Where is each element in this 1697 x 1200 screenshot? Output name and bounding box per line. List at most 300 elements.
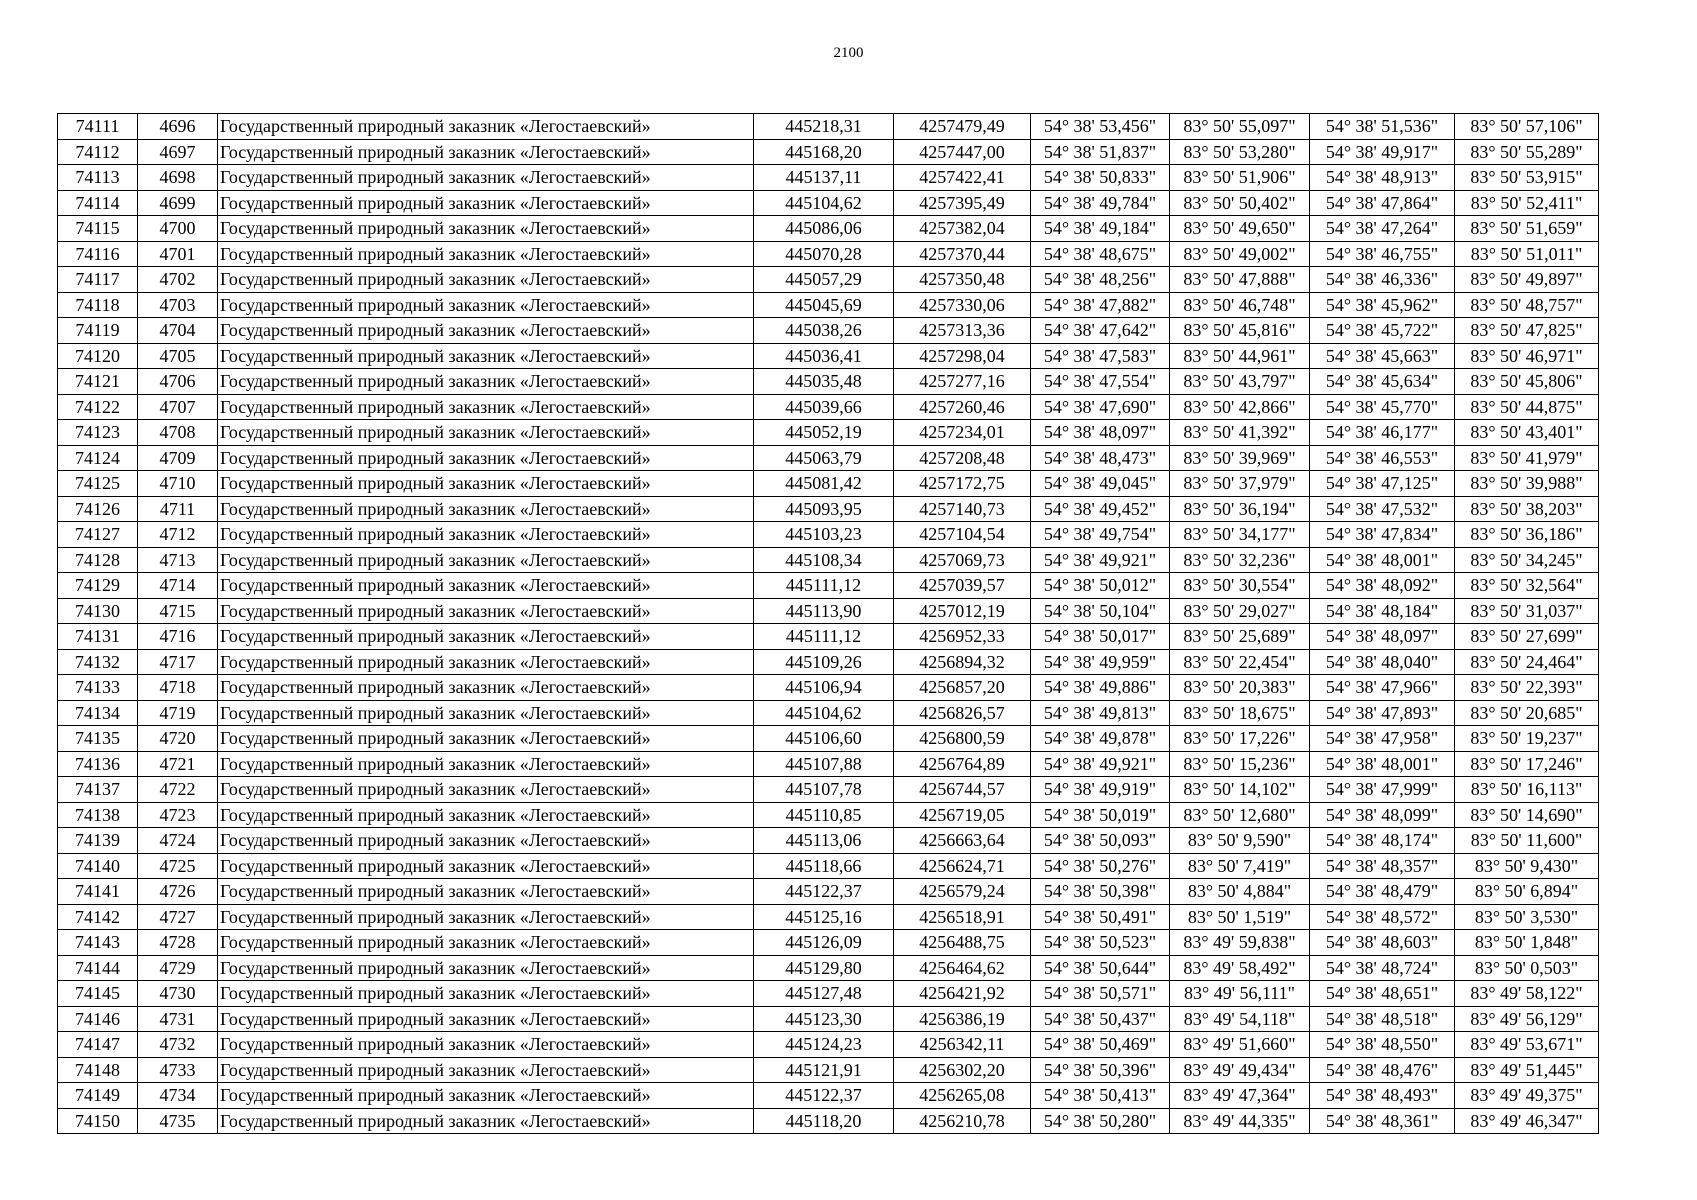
longitude-1-cell: 83° 50' 1,519" (1170, 904, 1310, 930)
x-coordinate-cell: 445036,41 (754, 343, 894, 369)
row-number-cell: 74115 (58, 216, 138, 242)
table-row (58, 649, 1599, 675)
table-row (58, 267, 1599, 293)
longitude-2-cell: 83° 50' 41,979" (1455, 445, 1599, 471)
y-coordinate-cell: 4257350,48 (894, 267, 1031, 293)
longitude-1-cell: 83° 50' 41,392" (1170, 420, 1310, 446)
point-number-cell: 4699 (138, 190, 218, 216)
point-number-cell: 4709 (138, 445, 218, 471)
point-number-cell: 4726 (138, 879, 218, 905)
latitude-1-cell: 54° 38' 51,837" (1031, 139, 1170, 165)
longitude-2-cell: 83° 50' 47,825" (1455, 318, 1599, 344)
row-number-cell: 74112 (58, 139, 138, 165)
longitude-2-cell: 83° 50' 0,503" (1455, 955, 1599, 981)
longitude-2-cell: 83° 50' 9,430" (1455, 853, 1599, 879)
latitude-1-cell: 54° 38' 48,256" (1031, 267, 1170, 293)
row-number-cell: 74145 (58, 981, 138, 1007)
latitude-2-cell: 54° 38' 48,040" (1310, 649, 1455, 675)
row-number-cell: 74150 (58, 1108, 138, 1134)
y-coordinate-cell: 4257298,04 (894, 343, 1031, 369)
object-name-cell: Государственный природный заказник «Легостаевский» (218, 1108, 754, 1134)
latitude-1-cell: 54° 38' 50,396" (1031, 1057, 1170, 1083)
point-number-cell: 4734 (138, 1083, 218, 1109)
object-name-cell: Государственный природный заказник «Легостаевский» (218, 675, 754, 701)
y-coordinate-cell: 4256744,57 (894, 777, 1031, 803)
row-number-cell: 74117 (58, 267, 138, 293)
x-coordinate-cell: 445113,90 (754, 598, 894, 624)
object-name-cell: Государственный природный заказник «Легостаевский» (218, 802, 754, 828)
longitude-1-cell: 83° 50' 44,961" (1170, 343, 1310, 369)
point-number-cell: 4712 (138, 522, 218, 548)
y-coordinate-cell: 4256488,75 (894, 930, 1031, 956)
latitude-1-cell: 54° 38' 50,413" (1031, 1083, 1170, 1109)
y-coordinate-cell: 4256210,78 (894, 1108, 1031, 1134)
row-number-cell: 74124 (58, 445, 138, 471)
longitude-2-cell: 83° 50' 46,971" (1455, 343, 1599, 369)
longitude-1-cell: 83° 50' 14,102" (1170, 777, 1310, 803)
table-row (58, 598, 1599, 624)
x-coordinate-cell: 445125,16 (754, 904, 894, 930)
row-number-cell: 74143 (58, 930, 138, 956)
latitude-1-cell: 54° 38' 47,583" (1031, 343, 1170, 369)
longitude-1-cell: 83° 50' 36,194" (1170, 496, 1310, 522)
y-coordinate-cell: 4256952,33 (894, 624, 1031, 650)
object-name-cell: Государственный природный заказник «Легостаевский» (218, 445, 754, 471)
longitude-2-cell: 83° 50' 43,401" (1455, 420, 1599, 446)
latitude-2-cell: 54° 38' 48,479" (1310, 879, 1455, 905)
row-number-cell: 74130 (58, 598, 138, 624)
x-coordinate-cell: 445035,48 (754, 369, 894, 395)
x-coordinate-cell: 445111,12 (754, 624, 894, 650)
latitude-2-cell: 54° 38' 48,184" (1310, 598, 1455, 624)
longitude-2-cell: 83° 49' 58,122" (1455, 981, 1599, 1007)
longitude-1-cell: 83° 49' 51,660" (1170, 1032, 1310, 1058)
x-coordinate-cell: 445104,62 (754, 190, 894, 216)
latitude-1-cell: 54° 38' 47,690" (1031, 394, 1170, 420)
y-coordinate-cell: 4256719,05 (894, 802, 1031, 828)
latitude-1-cell: 54° 38' 50,019" (1031, 802, 1170, 828)
longitude-1-cell: 83° 50' 15,236" (1170, 751, 1310, 777)
table-row (58, 802, 1599, 828)
row-number-cell: 74141 (58, 879, 138, 905)
table-row (58, 190, 1599, 216)
longitude-2-cell: 83° 50' 17,246" (1455, 751, 1599, 777)
table-row (58, 955, 1599, 981)
y-coordinate-cell: 4257422,41 (894, 165, 1031, 191)
latitude-2-cell: 54° 38' 46,336" (1310, 267, 1455, 293)
latitude-2-cell: 54° 38' 48,913" (1310, 165, 1455, 191)
latitude-2-cell: 54° 38' 47,125" (1310, 471, 1455, 497)
x-coordinate-cell: 445063,79 (754, 445, 894, 471)
y-coordinate-cell: 4256518,91 (894, 904, 1031, 930)
latitude-1-cell: 54° 38' 47,882" (1031, 292, 1170, 318)
row-number-cell: 74123 (58, 420, 138, 446)
table-row (58, 1083, 1599, 1109)
point-number-cell: 4713 (138, 547, 218, 573)
latitude-2-cell: 54° 38' 47,264" (1310, 216, 1455, 242)
longitude-1-cell: 83° 50' 7,419" (1170, 853, 1310, 879)
x-coordinate-cell: 445218,31 (754, 114, 894, 140)
point-number-cell: 4725 (138, 853, 218, 879)
row-number-cell: 74128 (58, 547, 138, 573)
row-number-cell: 74135 (58, 726, 138, 752)
table-row (58, 547, 1599, 573)
x-coordinate-cell: 445129,80 (754, 955, 894, 981)
table-row (58, 216, 1599, 242)
point-number-cell: 4696 (138, 114, 218, 140)
table-body (58, 114, 1599, 1134)
y-coordinate-cell: 4257370,44 (894, 241, 1031, 267)
x-coordinate-cell: 445126,09 (754, 930, 894, 956)
object-name-cell: Государственный природный заказник «Легостаевский» (218, 573, 754, 599)
x-coordinate-cell: 445103,23 (754, 522, 894, 548)
latitude-2-cell: 54° 38' 51,536" (1310, 114, 1455, 140)
longitude-1-cell: 83° 50' 46,748" (1170, 292, 1310, 318)
point-number-cell: 4717 (138, 649, 218, 675)
x-coordinate-cell: 445104,62 (754, 700, 894, 726)
y-coordinate-cell: 4256342,11 (894, 1032, 1031, 1058)
point-number-cell: 4719 (138, 700, 218, 726)
x-coordinate-cell: 445118,20 (754, 1108, 894, 1134)
x-coordinate-cell: 445113,06 (754, 828, 894, 854)
x-coordinate-cell: 445137,11 (754, 165, 894, 191)
object-name-cell: Государственный природный заказник «Легостаевский» (218, 139, 754, 165)
longitude-2-cell: 83° 50' 53,915" (1455, 165, 1599, 191)
table-row (58, 318, 1599, 344)
longitude-2-cell: 83° 50' 49,897" (1455, 267, 1599, 293)
point-number-cell: 4700 (138, 216, 218, 242)
coordinates-table (57, 113, 1599, 1134)
latitude-1-cell: 54° 38' 50,469" (1031, 1032, 1170, 1058)
row-number-cell: 74142 (58, 904, 138, 930)
longitude-1-cell: 83° 50' 42,866" (1170, 394, 1310, 420)
latitude-1-cell: 54° 38' 49,184" (1031, 216, 1170, 242)
latitude-2-cell: 54° 38' 45,634" (1310, 369, 1455, 395)
latitude-1-cell: 54° 38' 50,571" (1031, 981, 1170, 1007)
row-number-cell: 74149 (58, 1083, 138, 1109)
y-coordinate-cell: 4257313,36 (894, 318, 1031, 344)
object-name-cell: Государственный природный заказник «Легостаевский» (218, 828, 754, 854)
point-number-cell: 4715 (138, 598, 218, 624)
longitude-2-cell: 83° 50' 27,699" (1455, 624, 1599, 650)
latitude-1-cell: 54° 38' 49,813" (1031, 700, 1170, 726)
point-number-cell: 4728 (138, 930, 218, 956)
table-row (58, 981, 1599, 1007)
x-coordinate-cell: 445122,37 (754, 1083, 894, 1109)
y-coordinate-cell: 4257069,73 (894, 547, 1031, 573)
longitude-2-cell: 83° 50' 51,011" (1455, 241, 1599, 267)
latitude-1-cell: 54° 38' 50,017" (1031, 624, 1170, 650)
object-name-cell: Государственный природный заказник «Легостаевский» (218, 216, 754, 242)
latitude-1-cell: 54° 38' 47,554" (1031, 369, 1170, 395)
row-number-cell: 74126 (58, 496, 138, 522)
latitude-2-cell: 54° 38' 47,999" (1310, 777, 1455, 803)
x-coordinate-cell: 445108,34 (754, 547, 894, 573)
row-number-cell: 74146 (58, 1006, 138, 1032)
longitude-1-cell: 83° 49' 49,434" (1170, 1057, 1310, 1083)
y-coordinate-cell: 4257395,49 (894, 190, 1031, 216)
longitude-1-cell: 83° 49' 59,838" (1170, 930, 1310, 956)
latitude-2-cell: 54° 38' 47,958" (1310, 726, 1455, 752)
longitude-1-cell: 83° 50' 49,002" (1170, 241, 1310, 267)
table-row (58, 904, 1599, 930)
latitude-2-cell: 54° 38' 48,001" (1310, 751, 1455, 777)
row-number-cell: 74133 (58, 675, 138, 701)
y-coordinate-cell: 4257208,48 (894, 445, 1031, 471)
object-name-cell: Государственный природный заказник «Легостаевский» (218, 343, 754, 369)
latitude-1-cell: 54° 38' 50,398" (1031, 879, 1170, 905)
x-coordinate-cell: 445045,69 (754, 292, 894, 318)
latitude-1-cell: 54° 38' 49,878" (1031, 726, 1170, 752)
table-row (58, 700, 1599, 726)
longitude-2-cell: 83° 50' 39,988" (1455, 471, 1599, 497)
table-row (58, 879, 1599, 905)
longitude-1-cell: 83° 50' 30,554" (1170, 573, 1310, 599)
table-row (58, 573, 1599, 599)
longitude-1-cell: 83° 50' 4,884" (1170, 879, 1310, 905)
longitude-2-cell: 83° 50' 45,806" (1455, 369, 1599, 395)
latitude-1-cell: 54° 38' 50,644" (1031, 955, 1170, 981)
longitude-1-cell: 83° 50' 47,888" (1170, 267, 1310, 293)
row-number-cell: 74114 (58, 190, 138, 216)
object-name-cell: Государственный природный заказник «Легостаевский» (218, 751, 754, 777)
latitude-2-cell: 54° 38' 49,917" (1310, 139, 1455, 165)
object-name-cell: Государственный природный заказник «Легостаевский» (218, 241, 754, 267)
y-coordinate-cell: 4257447,00 (894, 139, 1031, 165)
table-row (58, 726, 1599, 752)
point-number-cell: 4697 (138, 139, 218, 165)
latitude-2-cell: 54° 38' 48,651" (1310, 981, 1455, 1007)
x-coordinate-cell: 445038,26 (754, 318, 894, 344)
longitude-2-cell: 83° 50' 52,411" (1455, 190, 1599, 216)
row-number-cell: 74119 (58, 318, 138, 344)
object-name-cell: Государственный природный заказник «Легостаевский» (218, 522, 754, 548)
longitude-1-cell: 83° 50' 43,797" (1170, 369, 1310, 395)
point-number-cell: 4703 (138, 292, 218, 318)
point-number-cell: 4727 (138, 904, 218, 930)
y-coordinate-cell: 4256579,24 (894, 879, 1031, 905)
latitude-1-cell: 54° 38' 50,280" (1031, 1108, 1170, 1134)
latitude-2-cell: 54° 38' 48,518" (1310, 1006, 1455, 1032)
latitude-1-cell: 54° 38' 49,919" (1031, 777, 1170, 803)
point-number-cell: 4720 (138, 726, 218, 752)
y-coordinate-cell: 4256857,20 (894, 675, 1031, 701)
latitude-2-cell: 54° 38' 48,092" (1310, 573, 1455, 599)
object-name-cell: Государственный природный заказник «Легостаевский» (218, 981, 754, 1007)
latitude-2-cell: 54° 38' 48,603" (1310, 930, 1455, 956)
latitude-1-cell: 54° 38' 50,491" (1031, 904, 1170, 930)
longitude-1-cell: 83° 50' 37,979" (1170, 471, 1310, 497)
longitude-1-cell: 83° 50' 50,402" (1170, 190, 1310, 216)
object-name-cell: Государственный природный заказник «Легостаевский» (218, 190, 754, 216)
row-number-cell: 74113 (58, 165, 138, 191)
y-coordinate-cell: 4256800,59 (894, 726, 1031, 752)
table-row (58, 241, 1599, 267)
object-name-cell: Государственный природный заказник «Легостаевский» (218, 420, 754, 446)
y-coordinate-cell: 4256265,08 (894, 1083, 1031, 1109)
latitude-1-cell: 54° 38' 50,093" (1031, 828, 1170, 854)
x-coordinate-cell: 445086,06 (754, 216, 894, 242)
longitude-1-cell: 83° 50' 12,680" (1170, 802, 1310, 828)
x-coordinate-cell: 445118,66 (754, 853, 894, 879)
page-number: 2100 (833, 45, 864, 61)
y-coordinate-cell: 4256764,89 (894, 751, 1031, 777)
longitude-2-cell: 83° 50' 3,530" (1455, 904, 1599, 930)
x-coordinate-cell: 445121,91 (754, 1057, 894, 1083)
y-coordinate-cell: 4256663,64 (894, 828, 1031, 854)
latitude-2-cell: 54° 38' 48,550" (1310, 1032, 1455, 1058)
object-name-cell: Государственный природный заказник «Легостаевский» (218, 1057, 754, 1083)
row-number-cell: 74111 (58, 114, 138, 140)
latitude-1-cell: 54° 38' 49,784" (1031, 190, 1170, 216)
y-coordinate-cell: 4256302,20 (894, 1057, 1031, 1083)
latitude-1-cell: 54° 38' 50,437" (1031, 1006, 1170, 1032)
object-name-cell: Государственный природный заказник «Легостаевский» (218, 1032, 754, 1058)
point-number-cell: 4702 (138, 267, 218, 293)
longitude-1-cell: 83° 50' 32,236" (1170, 547, 1310, 573)
y-coordinate-cell: 4257479,49 (894, 114, 1031, 140)
object-name-cell: Государственный природный заказник «Легостаевский» (218, 700, 754, 726)
object-name-cell: Государственный природный заказник «Легостаевский» (218, 726, 754, 752)
y-coordinate-cell: 4257039,57 (894, 573, 1031, 599)
table-row (58, 139, 1599, 165)
x-coordinate-cell: 445093,95 (754, 496, 894, 522)
latitude-2-cell: 54° 38' 45,770" (1310, 394, 1455, 420)
longitude-1-cell: 83° 50' 51,906" (1170, 165, 1310, 191)
row-number-cell: 74136 (58, 751, 138, 777)
row-number-cell: 74144 (58, 955, 138, 981)
longitude-2-cell: 83° 50' 51,659" (1455, 216, 1599, 242)
latitude-1-cell: 54° 38' 50,523" (1031, 930, 1170, 956)
y-coordinate-cell: 4257172,75 (894, 471, 1031, 497)
object-name-cell: Государственный природный заказник «Легостаевский» (218, 547, 754, 573)
longitude-2-cell: 83° 50' 22,393" (1455, 675, 1599, 701)
table-row (58, 675, 1599, 701)
latitude-2-cell: 54° 38' 45,663" (1310, 343, 1455, 369)
row-number-cell: 74120 (58, 343, 138, 369)
longitude-2-cell: 83° 50' 48,757" (1455, 292, 1599, 318)
object-name-cell: Государственный природный заказник «Легостаевский» (218, 649, 754, 675)
latitude-1-cell: 54° 38' 50,276" (1031, 853, 1170, 879)
point-number-cell: 4706 (138, 369, 218, 395)
latitude-2-cell: 54° 38' 48,099" (1310, 802, 1455, 828)
latitude-2-cell: 54° 38' 48,174" (1310, 828, 1455, 854)
table-row (58, 394, 1599, 420)
latitude-2-cell: 54° 38' 48,097" (1310, 624, 1455, 650)
y-coordinate-cell: 4257330,06 (894, 292, 1031, 318)
longitude-2-cell: 83° 50' 1,848" (1455, 930, 1599, 956)
table-row (58, 1006, 1599, 1032)
longitude-1-cell: 83° 50' 17,226" (1170, 726, 1310, 752)
object-name-cell: Государственный природный заказник «Легостаевский» (218, 114, 754, 140)
point-number-cell: 4731 (138, 1006, 218, 1032)
y-coordinate-cell: 4257260,46 (894, 394, 1031, 420)
latitude-2-cell: 54° 38' 47,834" (1310, 522, 1455, 548)
latitude-1-cell: 54° 38' 49,045" (1031, 471, 1170, 497)
table-row (58, 369, 1599, 395)
longitude-2-cell: 83° 50' 24,464" (1455, 649, 1599, 675)
latitude-1-cell: 54° 38' 49,452" (1031, 496, 1170, 522)
table-row (58, 445, 1599, 471)
row-number-cell: 74129 (58, 573, 138, 599)
longitude-2-cell: 83° 50' 32,564" (1455, 573, 1599, 599)
longitude-1-cell: 83° 50' 9,590" (1170, 828, 1310, 854)
latitude-1-cell: 54° 38' 49,921" (1031, 547, 1170, 573)
point-number-cell: 4729 (138, 955, 218, 981)
longitude-2-cell: 83° 49' 51,445" (1455, 1057, 1599, 1083)
row-number-cell: 74139 (58, 828, 138, 854)
longitude-2-cell: 83° 50' 36,186" (1455, 522, 1599, 548)
y-coordinate-cell: 4257277,16 (894, 369, 1031, 395)
point-number-cell: 4711 (138, 496, 218, 522)
x-coordinate-cell: 445168,20 (754, 139, 894, 165)
y-coordinate-cell: 4257104,54 (894, 522, 1031, 548)
y-coordinate-cell: 4257012,19 (894, 598, 1031, 624)
x-coordinate-cell: 445124,23 (754, 1032, 894, 1058)
longitude-1-cell: 83° 50' 20,383" (1170, 675, 1310, 701)
point-number-cell: 4735 (138, 1108, 218, 1134)
longitude-1-cell: 83° 49' 54,118" (1170, 1006, 1310, 1032)
x-coordinate-cell: 445081,42 (754, 471, 894, 497)
longitude-2-cell: 83° 49' 56,129" (1455, 1006, 1599, 1032)
point-number-cell: 4708 (138, 420, 218, 446)
table-row (58, 777, 1599, 803)
y-coordinate-cell: 4256894,32 (894, 649, 1031, 675)
y-coordinate-cell: 4257234,01 (894, 420, 1031, 446)
point-number-cell: 4724 (138, 828, 218, 854)
row-number-cell: 74125 (58, 471, 138, 497)
latitude-1-cell: 54° 38' 49,754" (1031, 522, 1170, 548)
x-coordinate-cell: 445057,29 (754, 267, 894, 293)
longitude-1-cell: 83° 49' 56,111" (1170, 981, 1310, 1007)
table-row (58, 471, 1599, 497)
x-coordinate-cell: 445110,85 (754, 802, 894, 828)
x-coordinate-cell: 445106,60 (754, 726, 894, 752)
row-number-cell: 74140 (58, 853, 138, 879)
longitude-2-cell: 83° 50' 16,113" (1455, 777, 1599, 803)
latitude-2-cell: 54° 38' 46,177" (1310, 420, 1455, 446)
longitude-1-cell: 83° 50' 22,454" (1170, 649, 1310, 675)
table-row (58, 420, 1599, 446)
longitude-2-cell: 83° 50' 44,875" (1455, 394, 1599, 420)
point-number-cell: 4704 (138, 318, 218, 344)
longitude-1-cell: 83° 50' 55,097" (1170, 114, 1310, 140)
row-number-cell: 74118 (58, 292, 138, 318)
object-name-cell: Государственный природный заказник «Легостаевский» (218, 165, 754, 191)
point-number-cell: 4718 (138, 675, 218, 701)
row-number-cell: 74138 (58, 802, 138, 828)
longitude-2-cell: 83° 50' 14,690" (1455, 802, 1599, 828)
latitude-2-cell: 54° 38' 45,962" (1310, 292, 1455, 318)
row-number-cell: 74134 (58, 700, 138, 726)
point-number-cell: 4733 (138, 1057, 218, 1083)
longitude-1-cell: 83° 50' 53,280" (1170, 139, 1310, 165)
object-name-cell: Государственный природный заказник «Легостаевский» (218, 879, 754, 905)
longitude-2-cell: 83° 50' 34,245" (1455, 547, 1599, 573)
longitude-1-cell: 83° 50' 49,650" (1170, 216, 1310, 242)
latitude-1-cell: 54° 38' 49,886" (1031, 675, 1170, 701)
latitude-1-cell: 54° 38' 48,675" (1031, 241, 1170, 267)
y-coordinate-cell: 4256386,19 (894, 1006, 1031, 1032)
object-name-cell: Государственный природный заказник «Легостаевский» (218, 292, 754, 318)
latitude-2-cell: 54° 38' 48,493" (1310, 1083, 1455, 1109)
row-number-cell: 74122 (58, 394, 138, 420)
row-number-cell: 74137 (58, 777, 138, 803)
latitude-2-cell: 54° 38' 48,001" (1310, 547, 1455, 573)
table-row (58, 1032, 1599, 1058)
latitude-2-cell: 54° 38' 47,966" (1310, 675, 1455, 701)
latitude-2-cell: 54° 38' 46,755" (1310, 241, 1455, 267)
